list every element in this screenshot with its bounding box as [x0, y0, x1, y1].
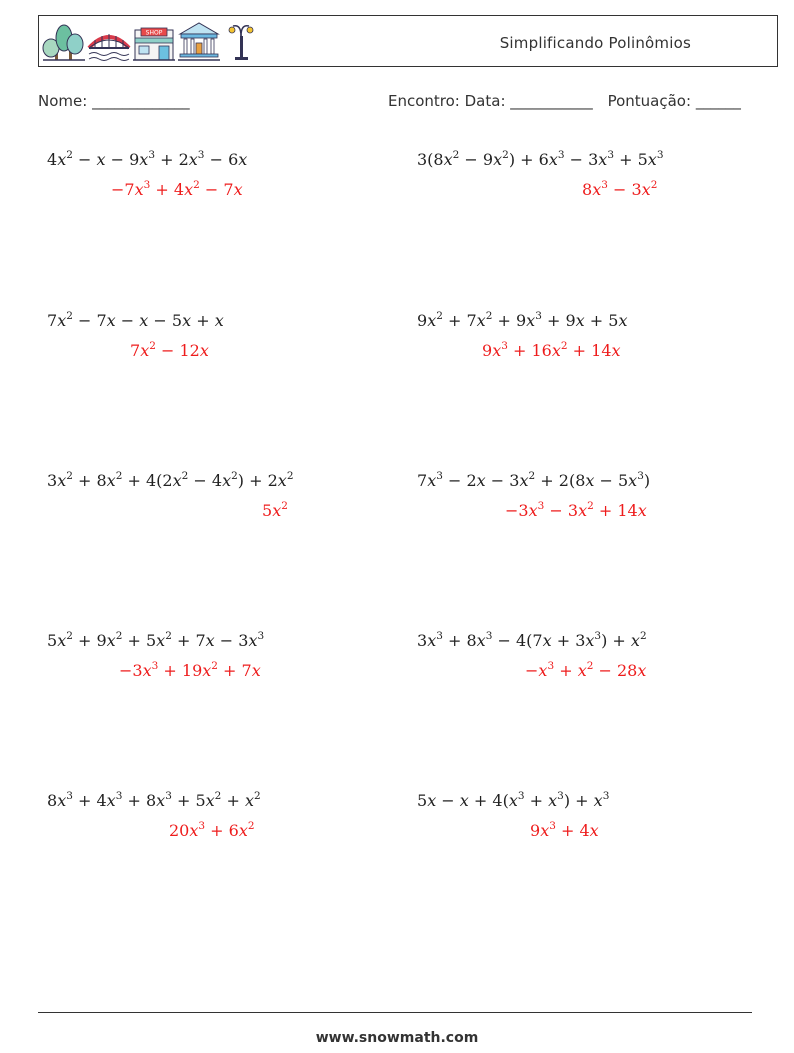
problem-answer: $-3x^3 + 19x^2 + 7x$	[119, 660, 261, 680]
problem-answer: $9x^3 + 16x^2 + 14x$	[482, 340, 621, 360]
worksheet-title: Simplificando Polinômios	[499, 34, 691, 52]
problem-expression: $9x^2 + 7x^2 + 9x^3 + 9x + 5x$	[417, 310, 628, 330]
shop-icon	[133, 28, 175, 60]
problem-expression: $3x^2 + 8x^2 + 4(2x^2 - 4x^2) + 2x^2$	[47, 470, 294, 490]
problem-answer: $8x^3 - 3x^2$	[582, 179, 658, 199]
trees-icon	[43, 25, 85, 60]
worksheet-header	[38, 15, 778, 67]
bridge-icon	[89, 34, 129, 61]
problem-answer: $20x^3 + 6x^2$	[169, 820, 255, 840]
name-label: Nome:	[38, 92, 88, 110]
name-blank: _____________	[92, 92, 190, 110]
footer-divider	[38, 1012, 752, 1013]
problem-expression: $3x^3 + 8x^3 - 4(7x + 3x^3) + x^2$	[417, 630, 647, 650]
problem-expression: $5x^2 + 9x^2 + 5x^2 + 7x - 3x^3$	[47, 630, 265, 650]
problem-answer: $5x^2$	[262, 500, 288, 520]
museum-icon	[178, 23, 220, 60]
header-icons	[41, 18, 266, 66]
problem-expression: $3(8x^2 - 9x^2) + 6x^3 - 3x^3 + 5x^3$	[417, 149, 664, 169]
problem-expression: $8x^3 + 4x^3 + 8x^3 + 5x^2 + x^2$	[47, 790, 261, 810]
score-label: Pontuação:	[607, 92, 692, 110]
score-blank: ______	[695, 92, 741, 110]
problem-answer: $9x^3 + 4x$	[530, 820, 599, 840]
problem-answer: $-3x^3 - 3x^2 + 14x$	[505, 500, 647, 520]
problem-expression: $7x^3 - 2x - 3x^2 + 2(8x - 5x^3)$	[417, 470, 651, 490]
street-lamp-icon	[229, 26, 253, 60]
problem-expression: $4x^2 - x - 9x^3 + 2x^3 - 6x$	[47, 149, 248, 169]
problem-expression: $7x^2 - 7x - x - 5x + x$	[47, 310, 224, 330]
problem-answer: $-7x^3 + 4x^2 - 7x$	[111, 179, 243, 199]
date-score-fields	[388, 92, 741, 110]
date-blank: ___________	[510, 92, 593, 110]
problem-answer: $-x^3 + x^2 - 28x$	[525, 660, 647, 680]
problem-answer: $7x^2 - 12x$	[130, 340, 209, 360]
problem-expression: $5x - x + 4(x^3 + x^3) + x^3$	[417, 790, 610, 810]
shop-sign-text: SHOP	[145, 29, 163, 37]
footer-url: www.snowmath.com	[315, 1030, 479, 1046]
meeting-date-label: Encontro: Data:	[388, 92, 506, 110]
name-field	[38, 92, 190, 110]
